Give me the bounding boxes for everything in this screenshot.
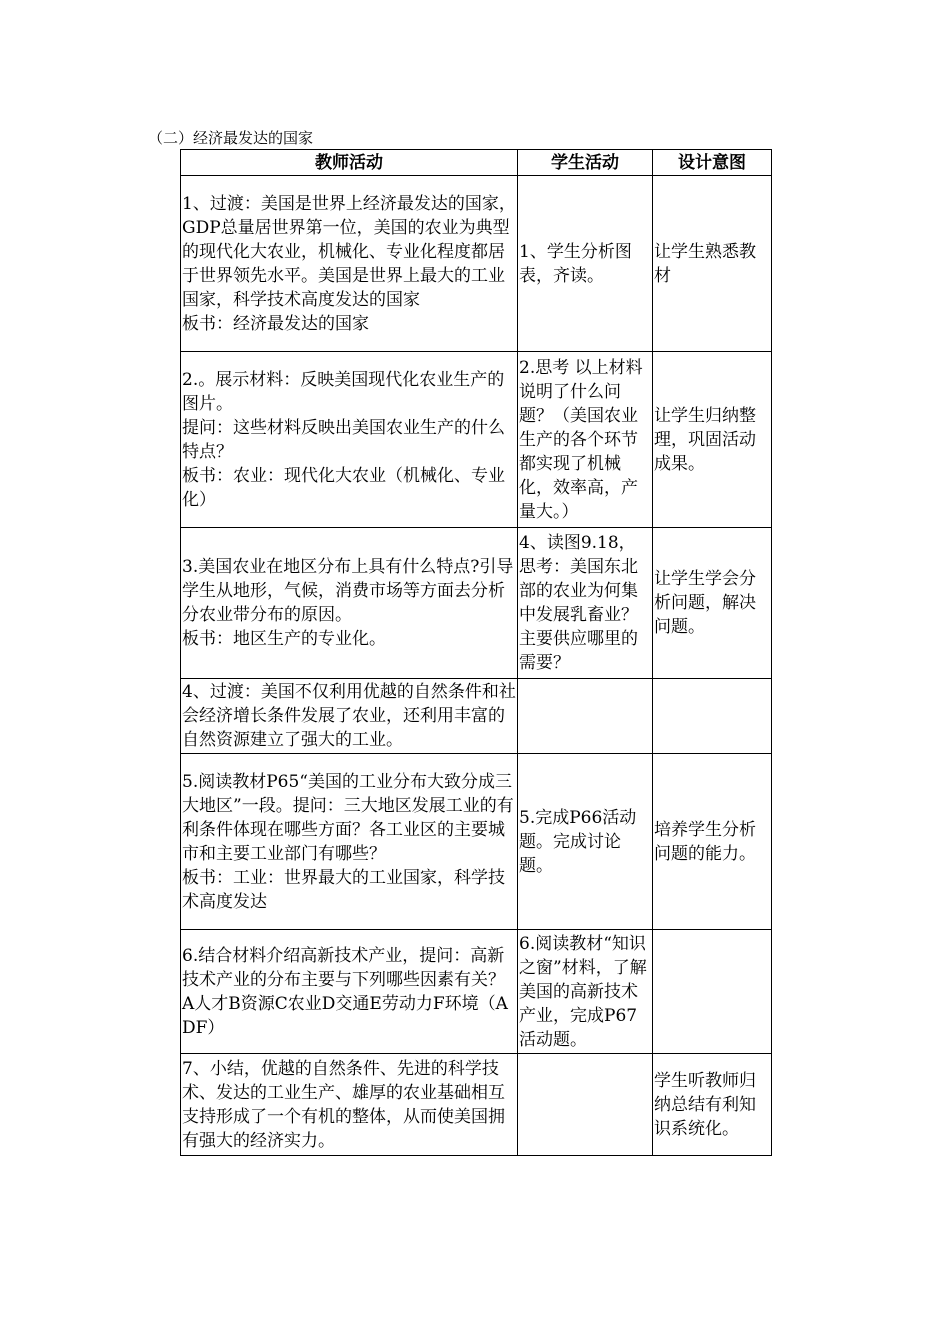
- teacher-cell: [181, 679, 518, 754]
- lesson-plan-table: [180, 149, 772, 1156]
- table-row: [181, 528, 772, 679]
- student-text: 2.思考 以上材料说明了什么问题？（美国农业生产的各个环节都实现了机械化，效率高，产量大。）: [519, 357, 643, 522]
- student-cell: [518, 528, 653, 679]
- intent-text: 让学生熟悉教材: [654, 241, 756, 286]
- teacher-text: 板书：工业：世界最大的工业国家，科学技术高度发达: [182, 867, 505, 912]
- table-row: [181, 930, 772, 1054]
- student-cell: [518, 352, 653, 528]
- table-row: [181, 1054, 772, 1156]
- intent-cell: [653, 528, 772, 679]
- student-text: 4、读图9.18，思考：美国东北部的农业为何集中发展乳畜业？主要供应哪里的需要？: [519, 533, 638, 673]
- student-cell: [518, 930, 653, 1054]
- table-row: [181, 352, 772, 528]
- teacher-text: 7、小结，优越的自然条件、先进的科学技术、发达的工业生产、雄厚的农业基础相互支持形成了一个有机的整体，从而使美国拥有强大的经济实力。: [182, 1058, 505, 1151]
- intent-cell: [653, 930, 772, 1054]
- student-text: 1、学生分析图表，齐读。: [519, 241, 632, 286]
- section-title: （二）经济最发达的国家: [148, 129, 314, 147]
- teacher-cell: [181, 1054, 518, 1156]
- table-row: [181, 679, 772, 754]
- intent-cell: [653, 1054, 772, 1156]
- header-teacher-activity: 教师活动: [181, 150, 518, 176]
- intent-text: 让学生归纳整理，巩固活动成果。: [654, 405, 756, 474]
- student-cell: [518, 754, 653, 930]
- table-row: [181, 754, 772, 930]
- student-cell: [518, 176, 653, 352]
- teacher-text: 5.阅读教材P65“美国的工业分布大致分成三大地区”一段。提问：三大地区发展工业的有利条件体现在哪些方面？各工业区的主要城市和主要工业部门有哪些？: [182, 771, 514, 864]
- teacher-cell: [181, 930, 518, 1054]
- student-text: 5.完成P66活动题。完成讨论题。: [519, 807, 637, 876]
- intent-cell: [653, 679, 772, 754]
- teacher-text: 板书：农业：现代化大农业（机械化、专业化）: [182, 465, 505, 510]
- student-cell: [518, 679, 653, 754]
- intent-cell: [653, 754, 772, 930]
- teacher-text: 1、过渡：美国是世界上经济最发达的国家，GDP总量居世界第一位，美国的农业为典型的现代化大农业，机械化、专业化程度都居于世界领先水平。美国是世界上最大的工业国家，科学技术高度发达的国家: [182, 193, 516, 310]
- header-design-intent: 设计意图: [653, 150, 772, 176]
- header-student-activity: 学生活动: [518, 150, 653, 176]
- teacher-cell: [181, 176, 518, 352]
- intent-text: 培养学生分析问题的能力。: [654, 819, 756, 864]
- teacher-text: 6.结合材料介绍高新技术产业，提问：高新技术产业的分布主要与下列哪些因素有关？A人才B资源C农业D交通E劳动力F环境（ADF）: [182, 945, 508, 1038]
- intent-cell: [653, 352, 772, 528]
- table-header-row: [181, 150, 772, 176]
- intent-text: 学生听教师归纳总结有利知识系统化。: [654, 1070, 756, 1139]
- teacher-cell: [181, 352, 518, 528]
- student-cell: [518, 1054, 653, 1156]
- teacher-text: 4、过渡：美国不仅利用优越的自然条件和社会经济增长条件发展了农业，还利用丰富的自然资源建立了强大的工业。: [182, 682, 516, 750]
- intent-cell: [653, 176, 772, 352]
- teacher-cell: [181, 528, 518, 679]
- teacher-cell: [181, 754, 518, 930]
- table-row: [181, 176, 772, 352]
- teacher-text: 提问：这些材料反映出美国农业生产的什么特点？: [182, 417, 505, 462]
- teacher-text: 板书：地区生产的专业化。: [182, 629, 386, 649]
- student-text: 6.阅读教材“知识之窗”材料，了解美国的高新技术产业，完成P67活动题。: [519, 933, 647, 1050]
- intent-text: 让学生学会分析问题，解决问题。: [654, 569, 756, 637]
- teacher-text: 2.。展示材料：反映美国现代化农业生产的图片。: [182, 369, 505, 414]
- teacher-text: 板书：经济最发达的国家: [182, 313, 369, 334]
- teacher-text: 3.美国农业在地区分布上具有什么特点?引导学生从地形，气候，消费市场等方面去分析分农业带分布的原因。: [182, 557, 514, 625]
